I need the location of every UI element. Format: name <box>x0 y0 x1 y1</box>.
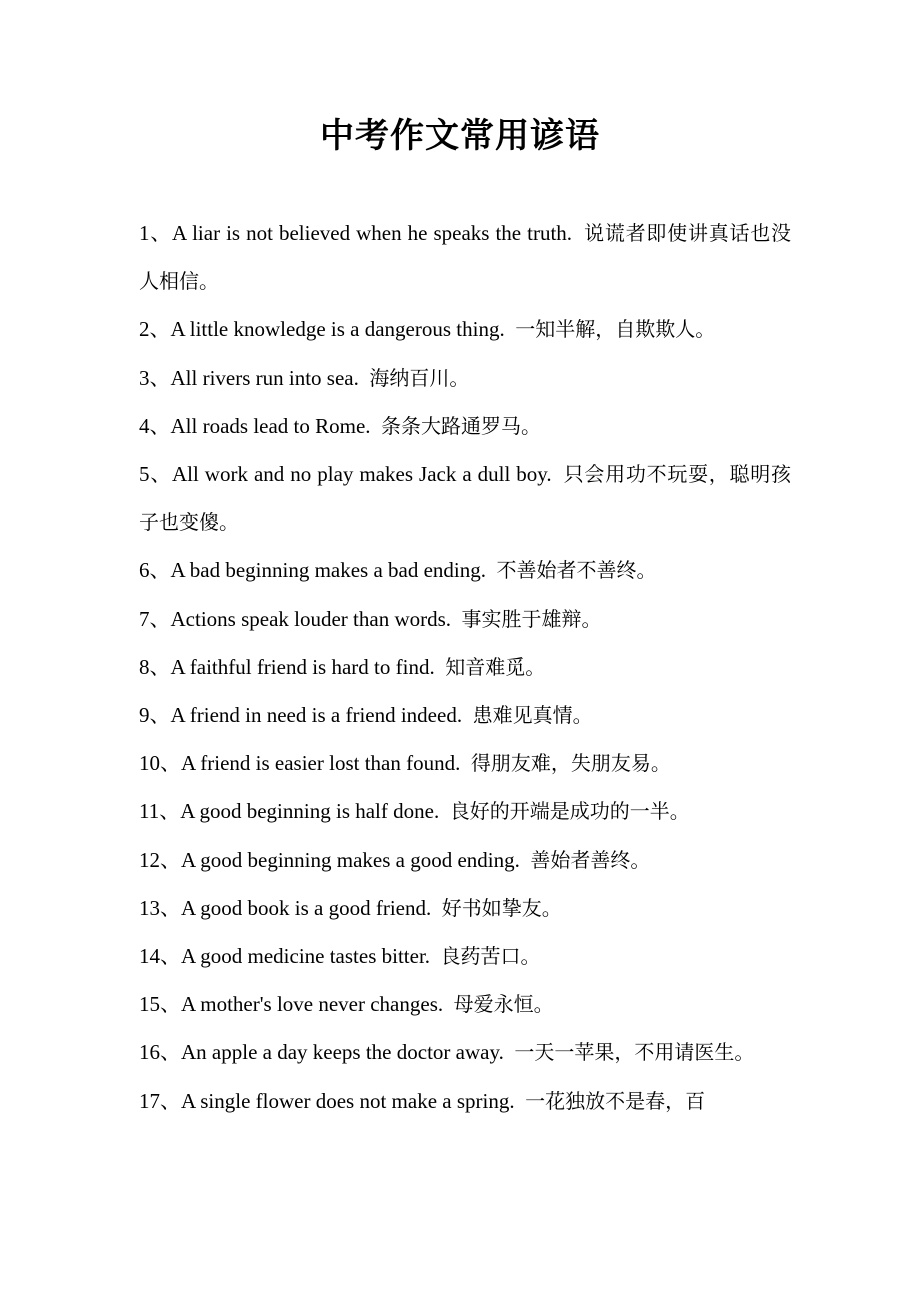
item-number: 2、 <box>139 317 171 342</box>
item-number: 17、 <box>139 1088 181 1113</box>
item-number: 10、 <box>139 751 181 776</box>
item-number: 14、 <box>139 944 181 969</box>
chinese-text: 说谎者即使讲真话也没人相信。 <box>139 221 792 294</box>
english-text: A friend in need is a friend indeed. <box>170 703 463 728</box>
proverb-item <box>139 787 791 835</box>
proverb-item <box>139 209 791 305</box>
proverb-item <box>139 932 791 980</box>
english-text: A bad beginning makes a bad ending. <box>170 558 487 583</box>
english-text: All work and no play makes Jack a dull boy. <box>171 462 552 487</box>
chinese-text: 不善始者不善终。 <box>496 558 657 583</box>
proverb-item <box>139 691 791 739</box>
chinese-text: 得朋友难，失朋友易。 <box>470 751 671 776</box>
english-text: An apple a day keeps the doctor away. <box>181 1040 504 1065</box>
proverb-item <box>139 836 791 884</box>
item-number: 16、 <box>139 1040 181 1065</box>
chinese-text: 善始者善终。 <box>530 847 651 872</box>
document-title: 中考作文常用谚语 <box>320 116 600 156</box>
item-number: 3、 <box>139 365 171 390</box>
english-text: A little knowledge is a dangerous thing. <box>170 317 505 342</box>
english-text: A good beginning is half done. <box>180 799 440 824</box>
chinese-text: 母爱永恒。 <box>453 992 554 1017</box>
english-text: A single flower does not make a spring. <box>181 1088 515 1113</box>
chinese-text: 良好的开端是成功的一半。 <box>449 799 690 824</box>
english-text: All roads lead to Rome. <box>170 413 371 438</box>
chinese-text: 一天一苹果，不用请医生。 <box>514 1040 755 1065</box>
english-text: A good beginning makes a good ending. <box>181 847 520 872</box>
chinese-text: 患难见真情。 <box>472 703 593 728</box>
english-text: A friend is easier lost than found. <box>181 751 461 776</box>
item-number: 8、 <box>139 654 171 679</box>
proverb-item <box>139 450 791 546</box>
chinese-text: 知音难觅。 <box>445 654 546 679</box>
chinese-text: 事实胜于雄辩。 <box>461 606 602 631</box>
item-number: 5、 <box>139 462 172 487</box>
english-text: A liar is not believed when he speaks the truth. <box>172 221 573 245</box>
proverb-item <box>139 595 791 643</box>
item-number: 7、 <box>139 606 171 631</box>
item-number: 1、 <box>139 221 173 245</box>
english-text: All rivers run into sea. <box>170 365 359 390</box>
chinese-text: 一花独放不是春，百 <box>525 1088 706 1113</box>
item-number: 12、 <box>139 847 181 872</box>
item-number: 6、 <box>139 558 171 583</box>
proverb-item <box>139 305 791 353</box>
item-number: 11、 <box>139 799 181 824</box>
item-number: 9、 <box>139 703 171 728</box>
proverb-item <box>139 643 791 691</box>
proverb-item <box>139 402 791 450</box>
chinese-text: 良药苦口。 <box>440 944 541 969</box>
proverb-item <box>139 354 791 402</box>
proverb-item <box>139 1028 791 1076</box>
english-text: A good medicine tastes bitter. <box>181 944 431 969</box>
chinese-text: 一知半解，自欺欺人。 <box>515 317 716 342</box>
proverb-item <box>139 1077 791 1125</box>
proverb-item <box>139 546 791 594</box>
english-text: A good book is a good friend. <box>181 895 432 920</box>
item-number: 15、 <box>139 992 181 1017</box>
english-text: A faithful friend is hard to find. <box>170 654 435 679</box>
english-text: Actions speak louder than words. <box>170 606 452 631</box>
proverb-list <box>139 209 791 1125</box>
item-number: 4、 <box>139 413 171 438</box>
chinese-text: 好书如挚友。 <box>441 895 562 920</box>
proverb-item <box>139 980 791 1028</box>
proverb-item <box>139 739 791 787</box>
item-number: 13、 <box>139 895 181 920</box>
proverb-item <box>139 884 791 932</box>
chinese-text: 只会用功不玩耍，聪明孩子也变傻。 <box>139 462 792 535</box>
chinese-text: 海纳百川。 <box>369 365 470 390</box>
english-text: A mother's love never changes. <box>181 992 444 1017</box>
chinese-text: 条条大路通罗马。 <box>381 413 542 438</box>
